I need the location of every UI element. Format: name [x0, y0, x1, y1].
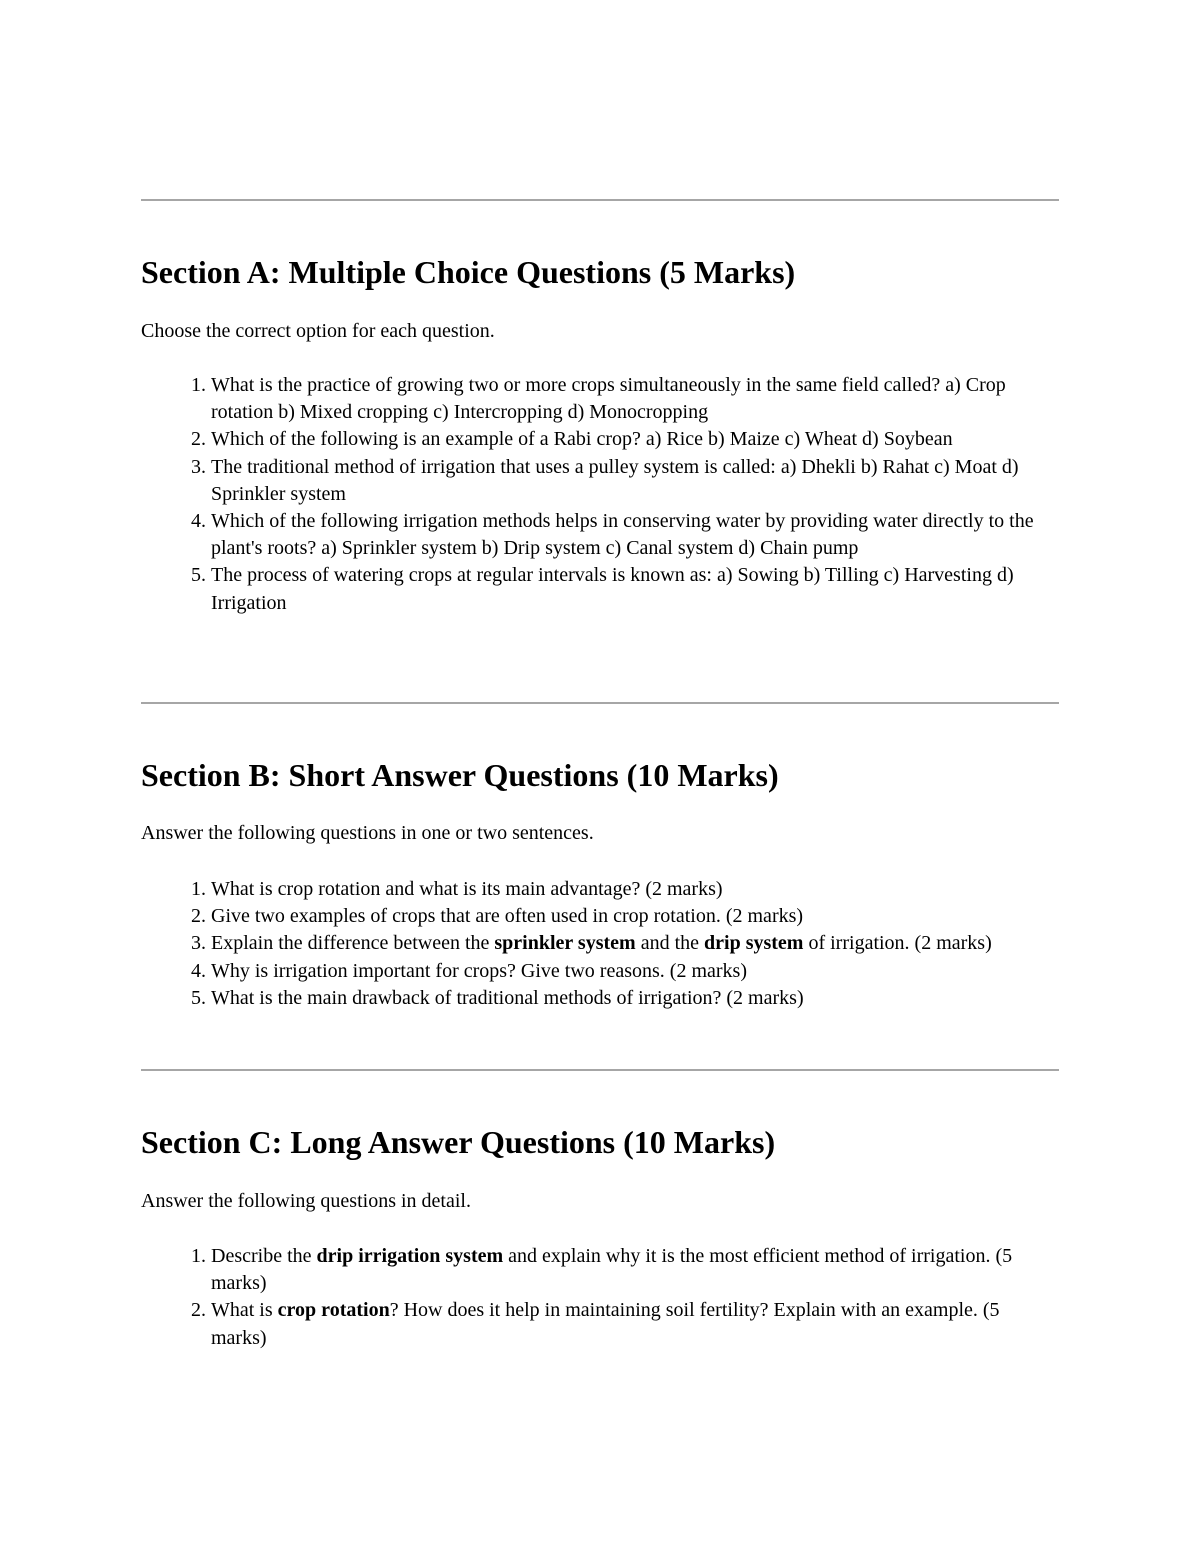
list-item — [211, 930, 1059, 957]
keyword-term: crop rotation — [277, 1299, 390, 1322]
section-b — [141, 755, 1059, 1012]
list-item: 1. What is the practice of growing two or more crops simultaneously in the same field called? a) Crop rotation b) Mixed cropping c) Intercropping d) Monocropping — [211, 372, 1059, 426]
list-item: 5. The process of watering crops at regular intervals is known as: a) Sowing b) Tilling c) Harvesting d) Irrigation — [211, 562, 1059, 616]
keyword-term: drip system — [704, 932, 804, 955]
section-title: Section C: Long Answer Questions (10 Marks) — [141, 1124, 776, 1160]
keyword-term: sprinkler system — [494, 932, 636, 955]
section-instructions: Answer the following questions in detail. — [141, 1190, 471, 1212]
question-list — [141, 372, 1059, 617]
keyword-term: drip irrigation system — [316, 1245, 504, 1267]
section-divider — [141, 199, 1059, 201]
question-list — [141, 1243, 1059, 1352]
question-list — [141, 876, 1059, 1012]
list-item: 1. What is crop rotation and what is its main advantage? (2 marks) — [211, 876, 1059, 903]
section-divider — [141, 1069, 1059, 1071]
list-item: 2. Give two examples of crops that are often used in crop rotation. (2 marks) — [211, 903, 1059, 930]
question-text: Explain the difference between the — [211, 932, 495, 955]
list-item: 4. Why is irrigation important for crops? Give two reasons. (2 marks) — [211, 958, 1059, 985]
question-text: and explain why it is the most efficient method of irrigation. (5 marks) — [211, 1245, 1013, 1295]
section-instructions: Choose the correct option for each question. — [141, 320, 495, 342]
section-divider — [141, 702, 1059, 704]
question-text: Describe the — [211, 1245, 317, 1267]
list-item: 5. What is the main drawback of traditional methods of irrigation? (2 marks) — [211, 985, 1059, 1012]
list-item — [211, 1297, 1059, 1351]
list-item: 2. Which of the following is an example of a Rabi crop? a) Rice b) Maize c) Wheat d) Soybean — [211, 426, 1059, 453]
question-text: of irrigation. (2 marks) — [803, 932, 992, 955]
list-item — [211, 1243, 1059, 1297]
section-c — [141, 1122, 1059, 1352]
question-text: What is — [211, 1299, 278, 1322]
question-text: ? How does it help in maintaining soil fertility? Explain with an example. (5 marks) — [211, 1299, 1000, 1349]
question-text: and the — [635, 932, 705, 955]
list-item: 4. Which of the following irrigation methods helps in conserving water by providing water directly to the plant's roots? a) Sprinkler system b) Drip system c) Canal system d) Chain pump — [211, 508, 1059, 562]
section-title: Section A: Multiple Choice Questions (5 Marks) — [141, 254, 796, 290]
list-item: 3. The traditional method of irrigation that uses a pulley system is called: a) Dhekli b) Rahat c) Moat d) Sprinkler system — [211, 454, 1059, 508]
section-a — [141, 252, 1059, 617]
section-instructions: Answer the following questions in one or two sentences. — [141, 822, 594, 844]
section-title: Section B: Short Answer Questions (10 Marks) — [141, 757, 779, 793]
